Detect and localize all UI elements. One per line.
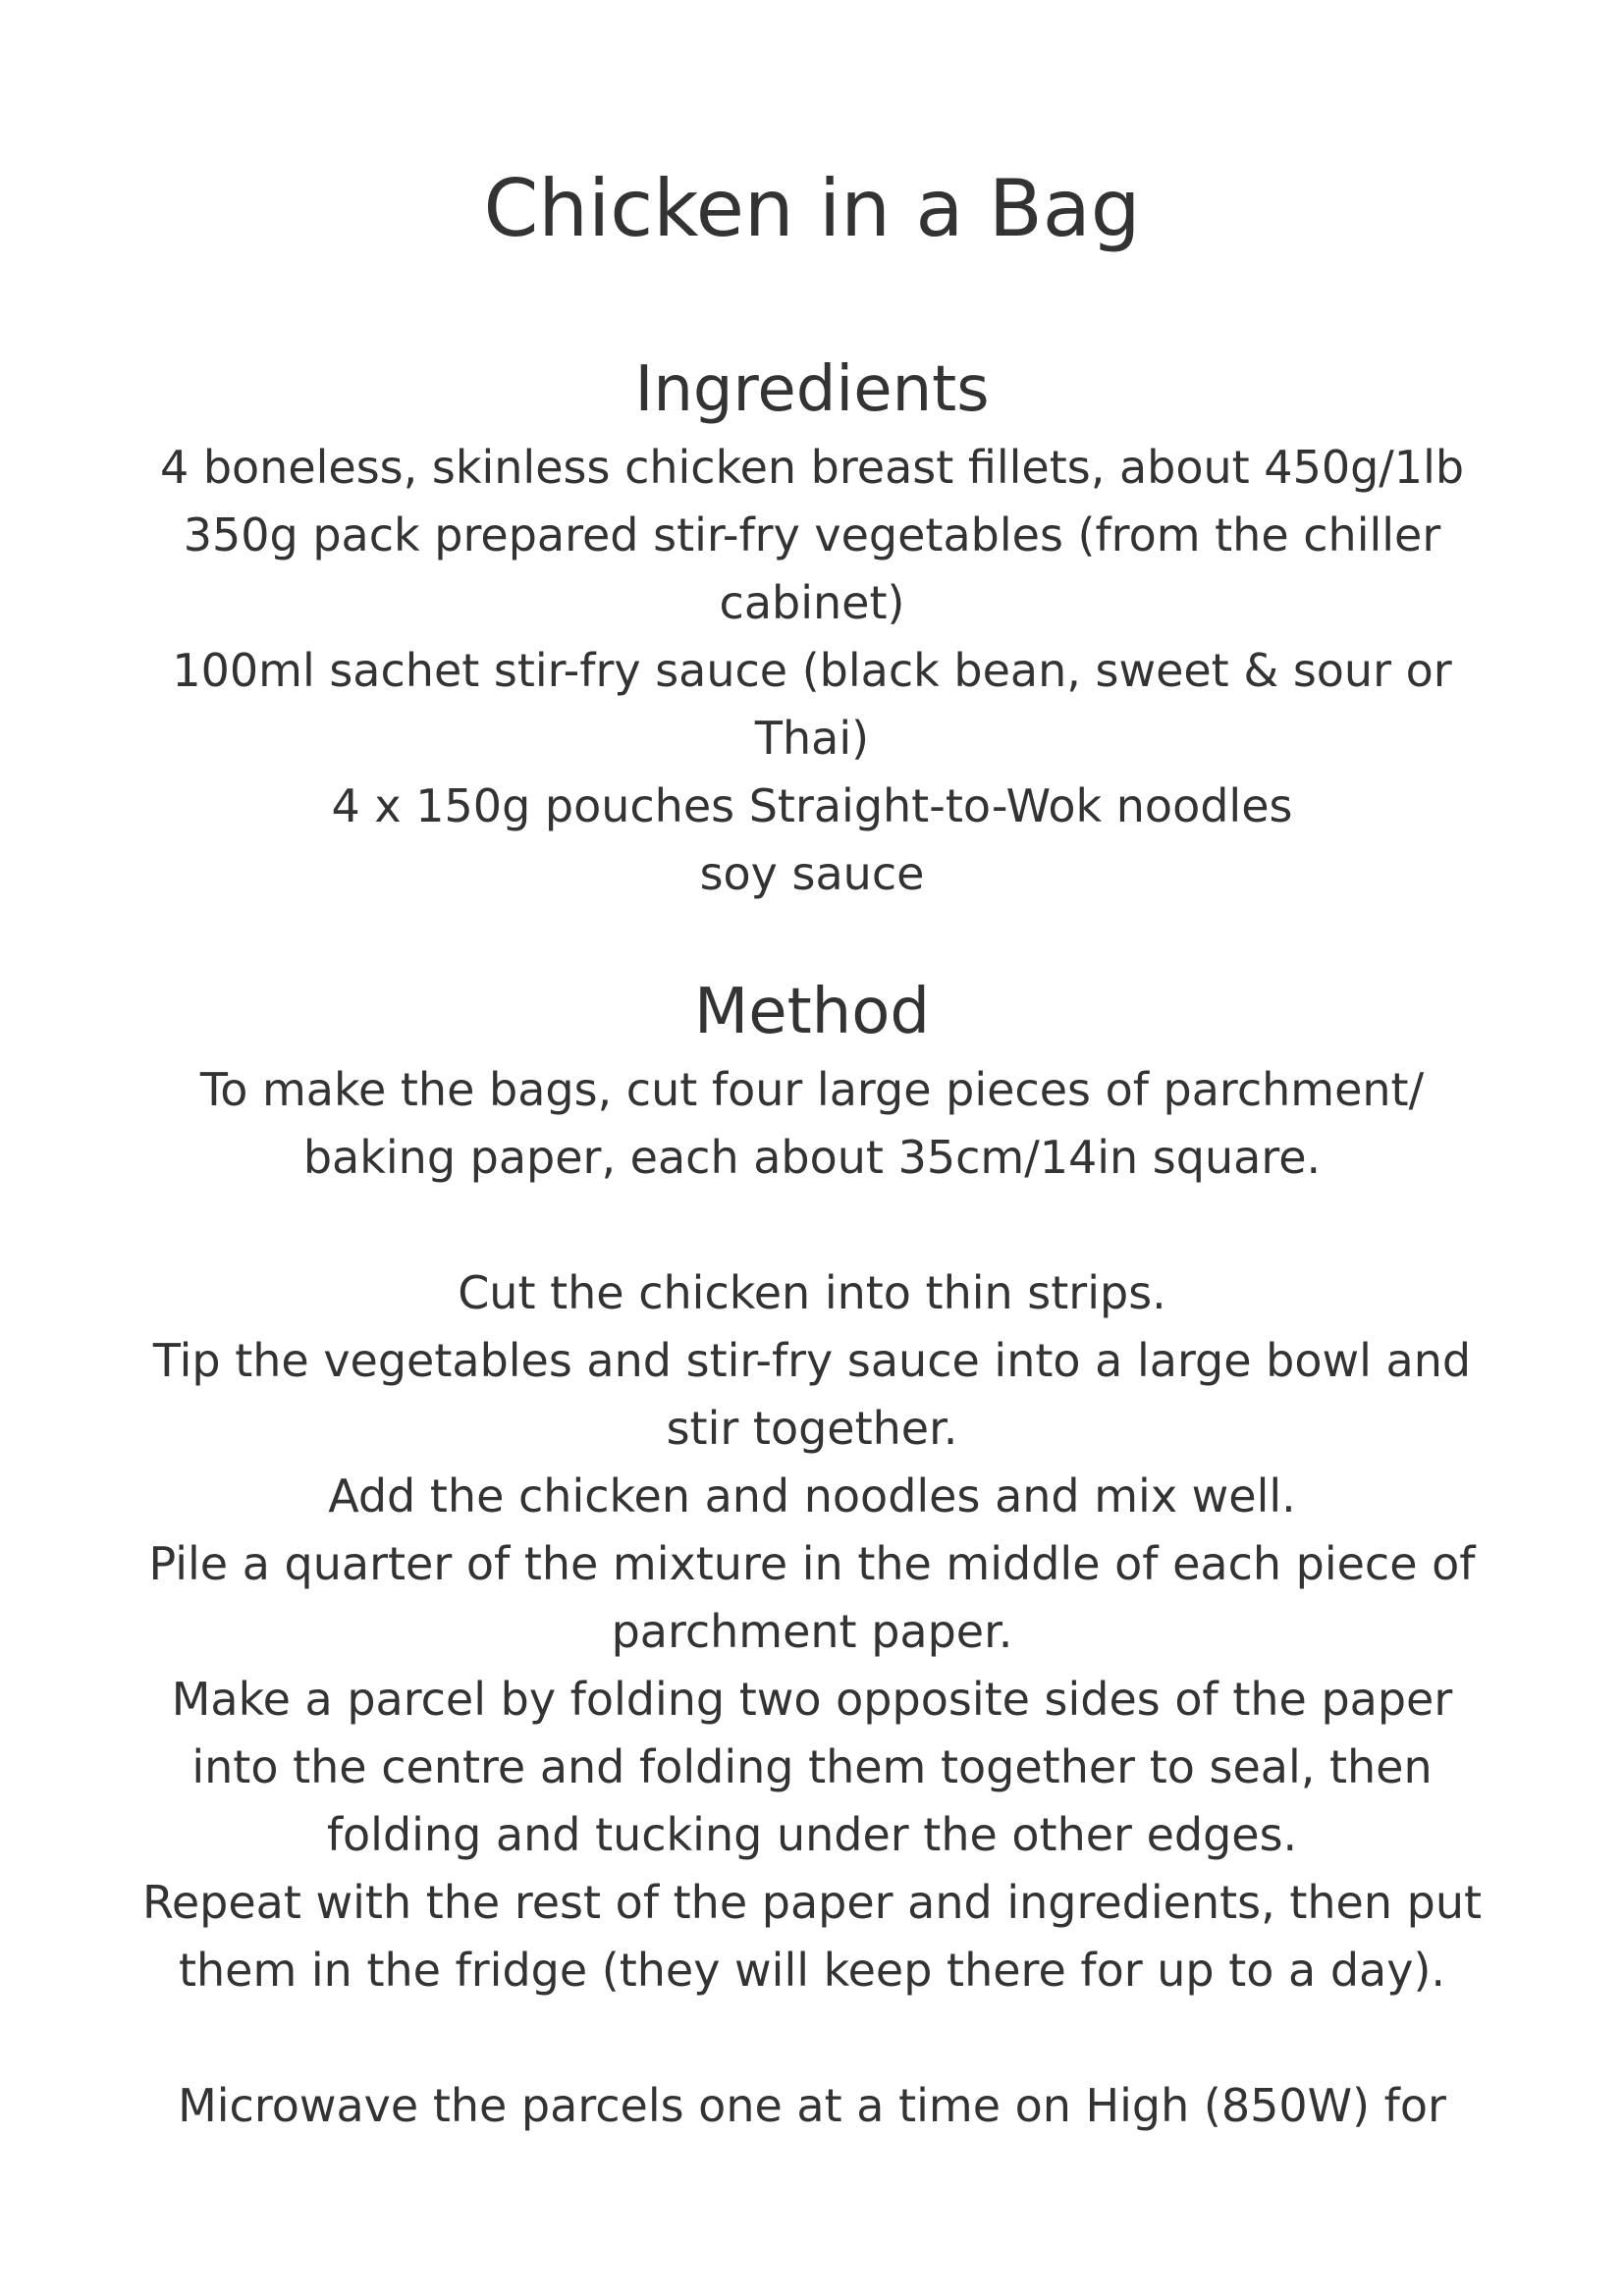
method-line: Repeat with the rest of the paper and ingredients, then put bbox=[141, 1876, 1483, 1929]
ingredients-section bbox=[128, 346, 1496, 908]
method-line: folding and tucking under the other edges. bbox=[326, 1808, 1298, 1861]
method-line: into the centre and folding them together to seal, then bbox=[191, 1740, 1433, 1793]
method-line: parchment paper. bbox=[611, 1605, 1013, 1658]
method-blank-line bbox=[128, 2004, 1496, 2072]
method-line: Microwave the parcels one at a time on High (850W) for bbox=[178, 2079, 1446, 2132]
method-text bbox=[128, 1056, 1496, 2140]
method-line: Make a parcel by folding two opposite sides of the paper bbox=[171, 1673, 1453, 1726]
method-line: Tip the vegetables and stir-fry sauce into a large bowl and bbox=[152, 1334, 1472, 1387]
method-line: Add the chicken and noodles and mix well. bbox=[328, 1469, 1296, 1522]
method-line: Pile a quarter of the mixture in the middle of each piece of bbox=[148, 1537, 1476, 1590]
method-line: baking paper, each about 35cm/14in square. bbox=[302, 1131, 1322, 1184]
ingredient-line: Thai) bbox=[754, 712, 870, 765]
ingredient-line: 100ml sachet stir-fry sauce (black bean, sweet & sour or bbox=[172, 644, 1452, 697]
ingredient-line: 350g pack prepared stir-fry vegetables (from the chiller bbox=[183, 508, 1441, 561]
method-heading: Method bbox=[693, 976, 931, 1048]
ingredient-line: 4 boneless, skinless chicken breast fillets, about 450g/1lb bbox=[159, 441, 1465, 494]
method-line: Cut the chicken into thin strips. bbox=[458, 1266, 1166, 1319]
method-blank-line bbox=[128, 1192, 1496, 1259]
ingredient-line: 4 x 150g pouches Straight-to-Wok noodles bbox=[331, 779, 1293, 832]
ingredients-list bbox=[128, 434, 1496, 908]
recipe-title: Chicken in a Bag bbox=[483, 163, 1141, 254]
method-line: them in the fridge (they will keep there for up to a day). bbox=[178, 1944, 1446, 1997]
method-section bbox=[128, 968, 1496, 2140]
ingredient-line: soy sauce bbox=[699, 847, 925, 900]
ingredients-heading: Ingredients bbox=[634, 353, 990, 426]
method-line: To make the bags, cut four large pieces of parchment/ bbox=[199, 1063, 1425, 1116]
ingredient-line: cabinet) bbox=[719, 576, 905, 629]
method-line: stir together. bbox=[666, 1402, 958, 1455]
